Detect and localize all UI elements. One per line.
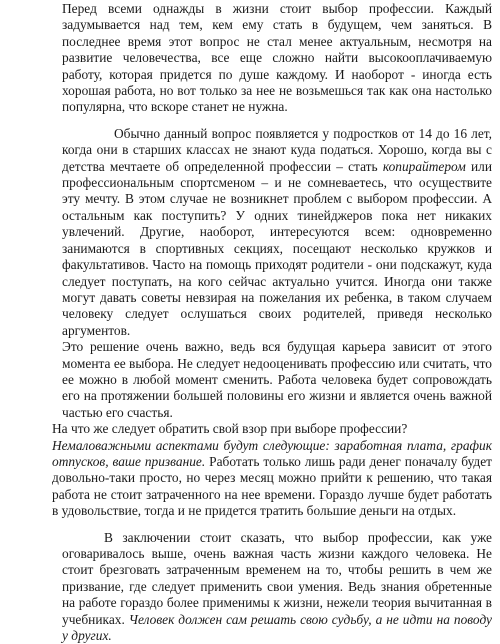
paragraph-teenagers — [62, 126, 492, 339]
paragraph-aspects-text: Работать только лишь ради денег поначалу будет довольно-таки просто, но через месяц можно прийти к решению, что такая работа не стоит затраченного на нее времени. Гораздо лучше будет работать в удовольствие, тогда и не придется тратить большие деньги на отдых. — [52, 453, 493, 519]
paragraph-decision-text: Это решение очень важно, ведь вся будущая карьера зависит от этого момента ее выбора. Не следует недооценивать профессию или считать, что ее можно в любой момент сменить. Работа человека будет сопровождать его на протяжении большей половины его жизни и является очень важной частью его счастья. — [62, 339, 492, 420]
paragraph-teenagers-text-b: или профессиональным спортсменом – и не сомневаетесь, что осуществите эту мечту. В этом случае не возникнет проблем с выбором профессии. А остальным как поступить? У одних тинейджеров пока нет никаких увлечений. Другие, наоборот, интересуются всем: одновременно занимаются в спортивных секциях, посещают несколько кружков и факультативов. Часто на помощь приходят родители - они подскажут, куда следует поступать, на кого сейчас актуально учится. Иногда они также могут давать советы невзирая на пожелания их ребенка, в таком случаем человеку следует ослушаться своих родителей, приведя несколько аргументов. — [62, 158, 492, 338]
paragraph-intro-text: Перед всеми однажды в жизни стоит выбор профессии. Каждый задумывается над тем, кем ему стать в будущем, чем заняться. В последнее время этот вопрос не стал менее актуальным, несмотря на развитие человечества, все еще сложно найти высокооплачиваемую работу, которая придется по душе каждому. И наоборот - иногда есть хорошая работа, но вот только за нее не возьмешься так как она настолько популярна, что вскоре станет не нужна. — [62, 1, 492, 115]
paragraph-conclusion — [62, 530, 492, 644]
copywriter-italic: копирайтером — [382, 158, 466, 174]
paragraph-intro — [62, 1, 492, 116]
paragraph-question-text: На что же следует обратить свой взор при выборе профессии? — [52, 421, 408, 437]
paragraph-aspects — [52, 438, 492, 520]
conclusion-italic: Человек должен сам решать свою судьбу, а не идти на поводу у других. — [62, 611, 492, 644]
aspects-italic: Немаловажными аспектами будут следующие: заработная плата, график отпусков, ваше призвание. — [52, 437, 492, 469]
paragraph-question — [52, 421, 492, 437]
paragraph-conclusion-text: В заключении стоит сказать, что выбор профессии, как уже оговаривалось выше, очень важная часть жизни каждого человека. Не стоит брезговать затраченным временем на то, чтобы решить в чем же призвание, где следует применить свои умения. Ведь знания обретенные на работе гораздо более применимы к жизни, нежели теория вычитанная в учебниках. — [62, 529, 492, 627]
paragraph-decision — [62, 339, 492, 421]
paragraph-teenagers-text-a: Обычно данный вопрос появляется у подростков от 14 до 16 лет, когда они в старших классах не знают куда податься. Хорошо, когда вы с детства мечтаете об определенной профессии – стать — [62, 125, 492, 174]
